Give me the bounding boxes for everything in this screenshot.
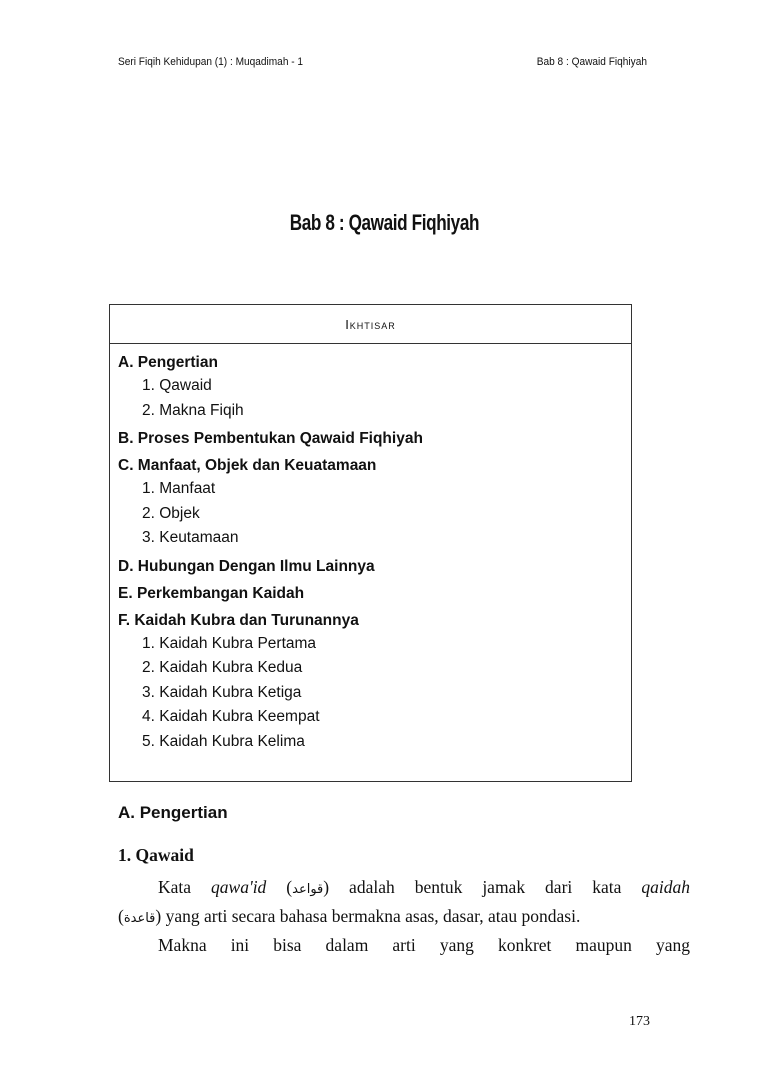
toc-section: D. Hubungan Dengan Ilmu Lainnya [118,557,375,575]
header-left: Seri Fiqih Kehidupan (1) : Muqadimah - 1 [118,56,304,68]
running-header [118,56,647,68]
toc-item: 5. Kaidah Kubra Kelima [142,732,305,750]
toc-section: F. Kaidah Kubra dan Turunannya [118,611,359,629]
toc-section: C. Manfaat, Objek dan Keuatamaan [118,457,377,474]
toc-item: 1. Kaidah Kubra Pertama [142,634,317,652]
arabic-word: قاعدة [123,911,156,926]
page-number: 173 [629,1014,650,1029]
toc-section: E. Perkembangan Kaidah [118,584,305,602]
ikhtisar-list [110,344,631,754]
toc-item: 2. Objek [142,504,200,522]
ikhtisar-heading: Ikhtisar [110,305,631,344]
paragraph-line: Kata qawa'id (قواعد) adalah bentuk jamak dari kata qaidah [158,877,691,897]
chapter-title: Bab 8 : Qawaid Fiqhiyah [289,210,479,235]
term-italic: qaidah [641,877,691,897]
term-italic: qawa'id [211,877,267,897]
paragraph-line: (قاعدة) yang arti secara bahasa bermakna asas, dasar, atau pondasi. [118,906,581,926]
section-heading: A. Pengertian [118,803,228,822]
subsection-heading: 1. Qawaid [118,845,194,865]
toc-item: 2. Makna Fiqih [142,401,244,419]
arabic-word: قواعد [292,882,324,897]
toc-section: B. Proses Pembentukan Qawaid Fiqhiyah [118,430,423,447]
paragraph-line: Makna ini bisa dalam arti yang konkret maupun yang [158,935,690,955]
toc-section: A. Pengertian [118,354,218,371]
toc-item: 3. Keutamaan [142,529,239,546]
header-right: Bab 8 : Qawaid Fiqhiyah [536,56,647,68]
toc-item: 1. Qawaid [142,377,212,394]
toc-item: 1. Manfaat [142,480,216,497]
ikhtisar-box [109,304,632,782]
toc-item: 3. Kaidah Kubra Ketiga [142,683,302,701]
toc-item: 4. Kaidah Kubra Keempat [142,708,320,725]
toc-item: 2. Kaidah Kubra Kedua [142,659,303,676]
